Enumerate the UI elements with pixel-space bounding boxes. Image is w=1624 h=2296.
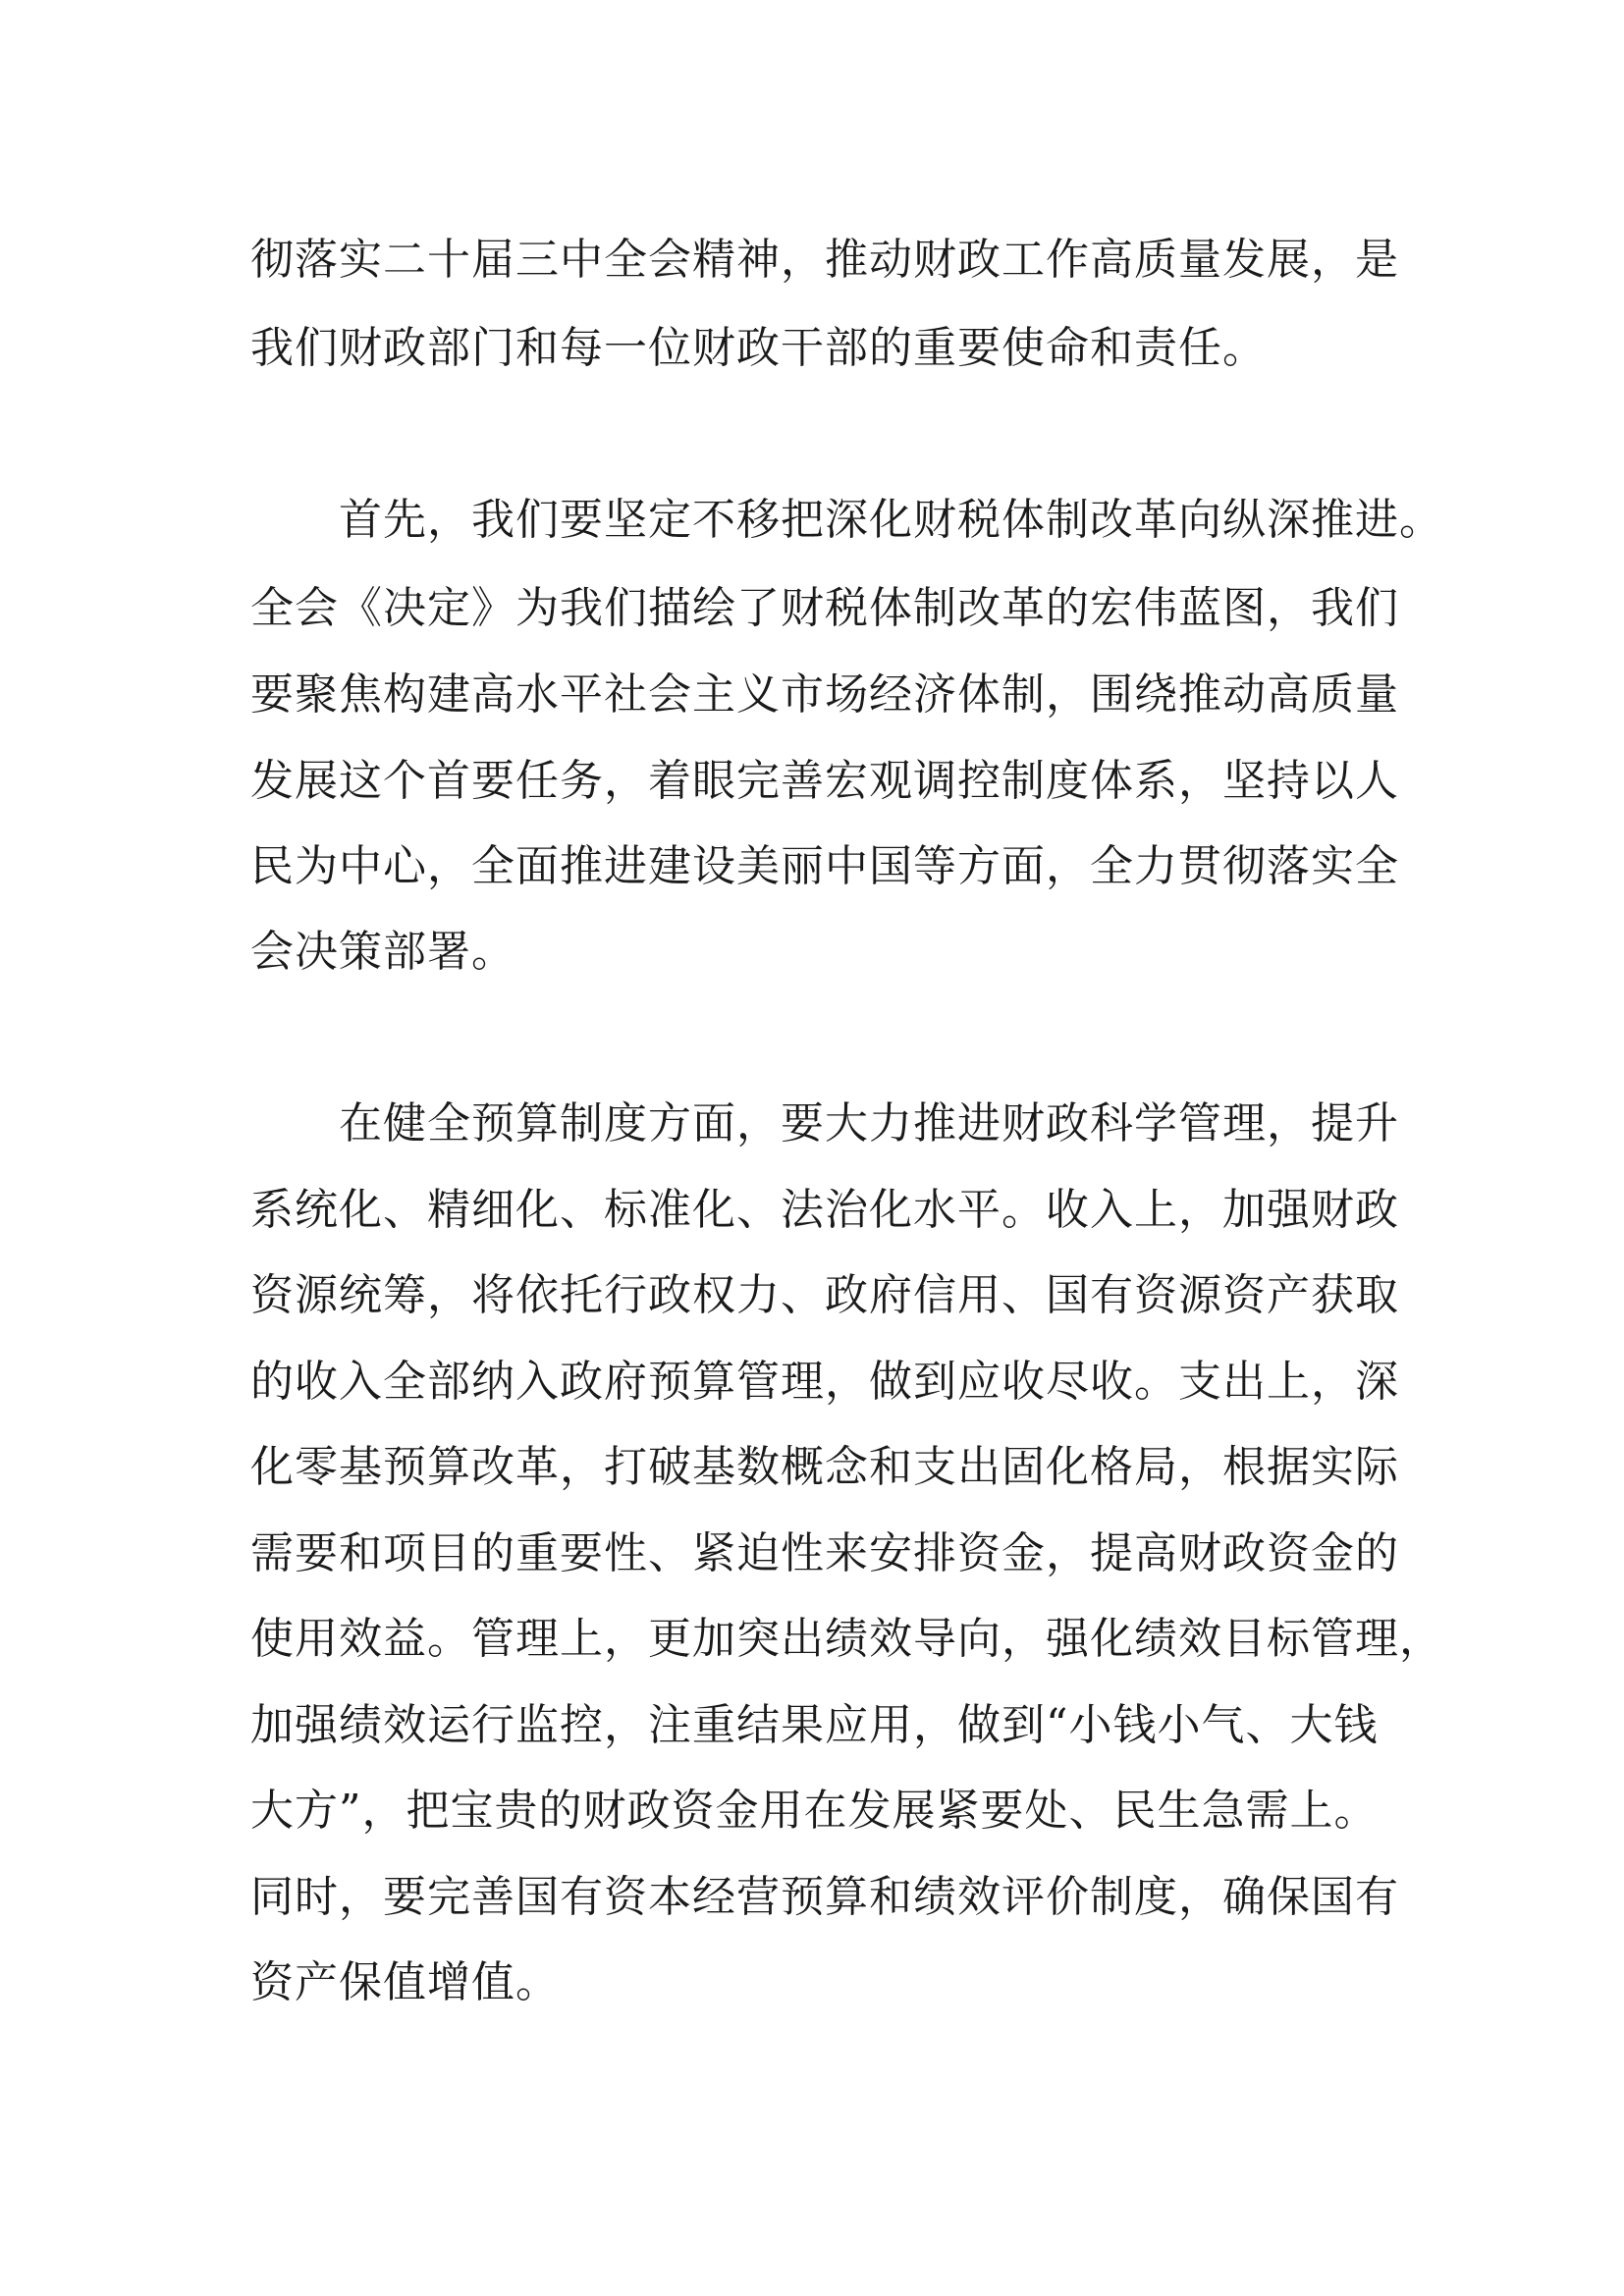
text-line: 在健全预算制度方面，要大力推进财政科学管理，提升 — [339, 1098, 1399, 1148]
text-line: 同时，要完善国有资本经营预算和绩效评价制度，确保国有 — [250, 1872, 1399, 1922]
text-line: 加强绩效运行监控，注重结果应用，做到“小钱小气、大钱 — [250, 1700, 1379, 1750]
text-line: 发展这个首要任务，着眼完善宏观调控制度体系，坚持以人 — [250, 756, 1399, 806]
text-line: 资源统筹，将依托行政权力、政府信用、国有资源资产获取 — [250, 1270, 1399, 1320]
text-line: 民为中心，全面推进建设美丽中国等方面，全力贯彻落实全 — [250, 841, 1399, 891]
text-line: 资产保值增值。 — [250, 1957, 560, 2007]
text-line: 会决策部署。 — [250, 927, 515, 977]
text-line: 化零基预算改革，打破基数概念和支出固化格局，根据实际 — [250, 1442, 1399, 1492]
text-line: 需要和项目的重要性、紧迫性来安排资金，提高财政资金的 — [250, 1528, 1399, 1578]
text-line: 彻落实二十届三中全会精神，推动财政工作高质量发展，是 — [250, 235, 1399, 285]
text-line: 全会《决定》为我们描绘了财税体制改革的宏伟蓝图，我们 — [250, 583, 1399, 633]
text-line: 我们财政部门和每一位财政干部的重要使命和责任。 — [250, 323, 1267, 373]
text-line: 使用效益。管理上，更加突出绩效导向，强化绩效目标管理， — [250, 1614, 1443, 1664]
text-line: 首先，我们要坚定不移把深化财税体制改革向纵深推进。 — [339, 495, 1443, 545]
text-line: 系统化、精细化、标准化、法治化水平。收入上，加强财政 — [250, 1185, 1399, 1235]
text-line: 大方”，把宝贵的财政资金用在发展紧要处、民生急需上。 — [250, 1786, 1379, 1836]
text-line: 的收入全部纳入政府预算管理，做到应收尽收。支出上，深 — [250, 1357, 1399, 1407]
text-line: 要聚焦构建高水平社会主义市场经济体制，围绕推动高质量 — [250, 669, 1399, 720]
